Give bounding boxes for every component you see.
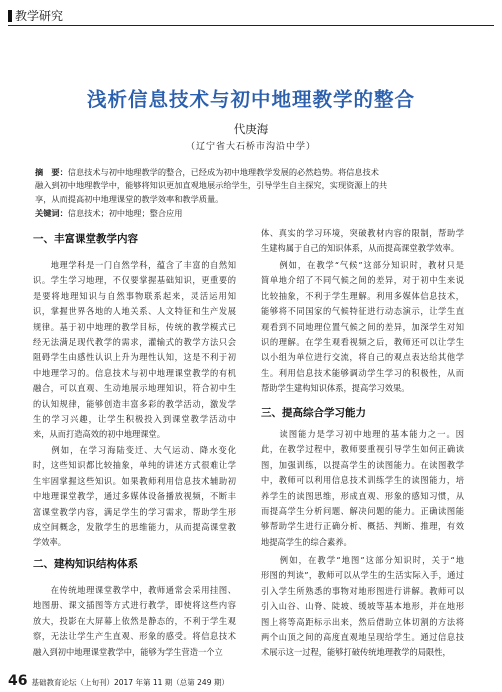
paragraph-line: 学效率。 [33, 537, 66, 548]
paragraph-line: 成空间概念，发散学生的思维能力，从而提高课堂教 [33, 521, 236, 532]
paragraph-line: 例如，在学习海陆变迁、大气运动、降水变化 [33, 445, 236, 455]
paragraph-line: 富课堂教学内容，满足学生的学习需求，帮助学生形 [33, 506, 236, 517]
paragraph-line: 以小组为单位进行交流，将自己的观点表达给其他学 [261, 352, 464, 363]
paragraph-line: 融合，可以直观、生动地展示地理知识，符合初中生 [33, 383, 236, 394]
abstract-label: 摘 要： [35, 167, 68, 177]
abstract-line: 融入到初中地理教学中，能够将知识更加直观地展示给学生，引导学生自主探究，实现资源上的共 [35, 180, 388, 191]
paragraph-line: 中，教师可以利用信息技术训练学生的读图能力，培 [261, 475, 464, 486]
header-divider [8, 25, 494, 26]
keywords-label: 关键词： [35, 208, 68, 219]
section-heading-2: 二、建构知识结构体系 [33, 558, 138, 570]
paragraph-line: 中地理课堂教学，通过多媒体设备播放视频，不断丰 [33, 491, 236, 502]
body-paragraph [261, 427, 464, 550]
paragraph-line: 来，从而打造高效的初中地理课堂。 [33, 429, 165, 440]
paragraph-line: 够帮助学生进行正确分析、概括、判断、推理，有效 [261, 521, 464, 532]
paragraph-line: 地图册、课文插图等方式进行教学，即使将这些内容 [33, 600, 236, 611]
paragraph-line: 能够将不同国家的气候特征进行动态演示，让学生直 [261, 306, 464, 317]
abstract-line [35, 166, 467, 179]
paragraph-line: 生。利用信息技术能够调动学生学习的积极性，从而 [261, 367, 464, 378]
body-paragraph [261, 226, 464, 257]
paragraph-line: 此，在教学过程中，教师要重视引导学生如何正确读 [261, 444, 464, 455]
paragraph-line: 规律。基于初中地理的教学目标，传统的教学模式已 [33, 321, 236, 332]
paragraph-line: 读图能力是学习初中地理的基本能力之一。因 [261, 429, 464, 439]
paragraph-line: 察，无法让学生产生直观、形象的感受。将信息技术 [33, 631, 236, 642]
paragraph-line: 养学生的读图思维，形成直观、形象的感知习惯，从 [261, 490, 464, 501]
journal-info: 基础教育论坛（上旬刊）2017 年第 11 期（总第 249 期） [31, 678, 229, 687]
section-heading-1: 一、丰富课堂教学内容 [33, 233, 138, 245]
body-paragraph [33, 583, 236, 660]
paragraph-line: 观看到不同地理位置气候之间的差异，加深学生对知 [261, 321, 464, 332]
body-paragraph [33, 443, 236, 551]
paragraph-line: 地理学科是一门自然学科，蕴含了丰富的自然知 [33, 260, 236, 270]
paragraph-line: 引入山谷、山脊、陡坡、缓坡等基本地形，并在地形 [261, 601, 464, 612]
paragraph-line: 例如，在教学“气候”这部分知识时，教材只是 [261, 260, 464, 270]
paragraph-line: 地提高学生的综合素养。 [261, 536, 352, 547]
section-marker-bar [8, 10, 12, 22]
paragraph-line: 例如，在教学“地图”这部分知识时，关于“地 [261, 555, 464, 565]
paragraph-line: 简单地介绍了不同气候之间的差异，对于初中生来说 [261, 275, 464, 286]
body-paragraph [261, 258, 464, 397]
paragraph-line: 比较抽象，不利于学生理解。利用多媒体信息技术， [261, 290, 464, 301]
section-tag [8, 7, 63, 24]
abstract-text: 信息技术与初中地理教学的整合，已经成为初中地理教学发展的必然趋势。将信息技术 [67, 167, 379, 177]
paragraph-line: 生建构属于自己的知识体系，从而提高课堂教学效率。 [261, 243, 459, 254]
keywords-text: 信息技术；初中地理；整合应用 [67, 208, 183, 219]
paragraph-line: 术展示这一过程，能够打破传统地理教学的局限性， [261, 647, 451, 658]
section-label: 教学研究 [15, 9, 64, 23]
abstract-line: 享，从而提高初中地理课堂的教学效率和教学质量。 [35, 193, 224, 204]
paragraph-line: 识，掌握世界各地的人地关系、人文特征和生产发展 [33, 306, 236, 317]
keywords-line [35, 207, 467, 220]
paragraph-line: 引入学生所熟悉的事物对地形图进行讲解。教师可以 [261, 585, 464, 596]
abstract-block [35, 166, 467, 221]
page-number: 46 [8, 673, 28, 689]
paragraph-line: 在传统地理课堂教学中，教师通常会采用挂图、 [33, 585, 236, 595]
paragraph-line: 融入到初中地理课堂教学中，能够为学生营造一个立 [33, 646, 223, 657]
paragraph-line: 识的理解。在学生观看视频之后，教师还可以让学生 [261, 336, 464, 347]
body-paragraph [261, 553, 464, 661]
section-heading-3: 三、提高综合学习能力 [261, 407, 366, 419]
paragraph-line: 经无法满足现代教学的需求，灌输式的教学方法只会 [33, 336, 236, 347]
paragraph-line: 两个山顶之间的高度直观地呈现给学生。通过信息技 [261, 631, 464, 642]
page-footer [8, 673, 229, 689]
paragraph-line: 而提高学生分析问题、解决问题的能力。正确读图能 [261, 505, 464, 516]
paragraph-line: 图，加强训练，以提高学生的读图能力。在读图教学 [261, 459, 464, 470]
body-paragraph [33, 258, 236, 443]
author-affiliation: （辽宁省大石桥市沟沿中学） [185, 142, 316, 152]
paragraph-line: 时，这些知识都比较抽象，单纯的讲述方式很难让学 [33, 460, 236, 471]
paragraph-line: 图上将等高距标示出来，然后借助立体切割的方法将 [261, 616, 464, 627]
paragraph-line: 是要将地理知识与自然事物联系起来，灵活运用知 [33, 290, 236, 301]
paragraph-line: 帮助学生建构知识体系，提高学习效果。 [261, 383, 410, 394]
author-name: 代庚海 [233, 122, 269, 136]
paragraph-line: 识。学生学习地理，不仅要掌握基础知识，更重要的 [33, 275, 236, 286]
paragraph-line: 生牢固掌握这些知识。如果教师利用信息技术辅助初 [33, 475, 236, 486]
paragraph-line: 形图的判读”，教师可以从学生的生活实际入手，通过 [261, 570, 464, 581]
paragraph-line: 中地理学习的。信息技术与初中地理课堂教学的有机 [33, 367, 236, 378]
paragraph-line: 体、真实的学习环境，突破教材内容的限制，帮助学 [261, 228, 464, 238]
paragraph-line: 阻碍学生由感性认识上升为理性认知，这是不利于初 [33, 352, 236, 363]
paragraph-line: 生的学习兴趣，让学生积极投入到课堂教学活动中 [33, 413, 236, 424]
paragraph-line: 放大，投影在大屏幕上依然是静态的，不利于学生观 [33, 615, 236, 626]
article-title: 浅析信息技术与初中地理教学的整合 [86, 88, 415, 111]
paragraph-line: 的认知规律，能够创造丰富多彩的教学活动，激发学 [33, 398, 236, 409]
